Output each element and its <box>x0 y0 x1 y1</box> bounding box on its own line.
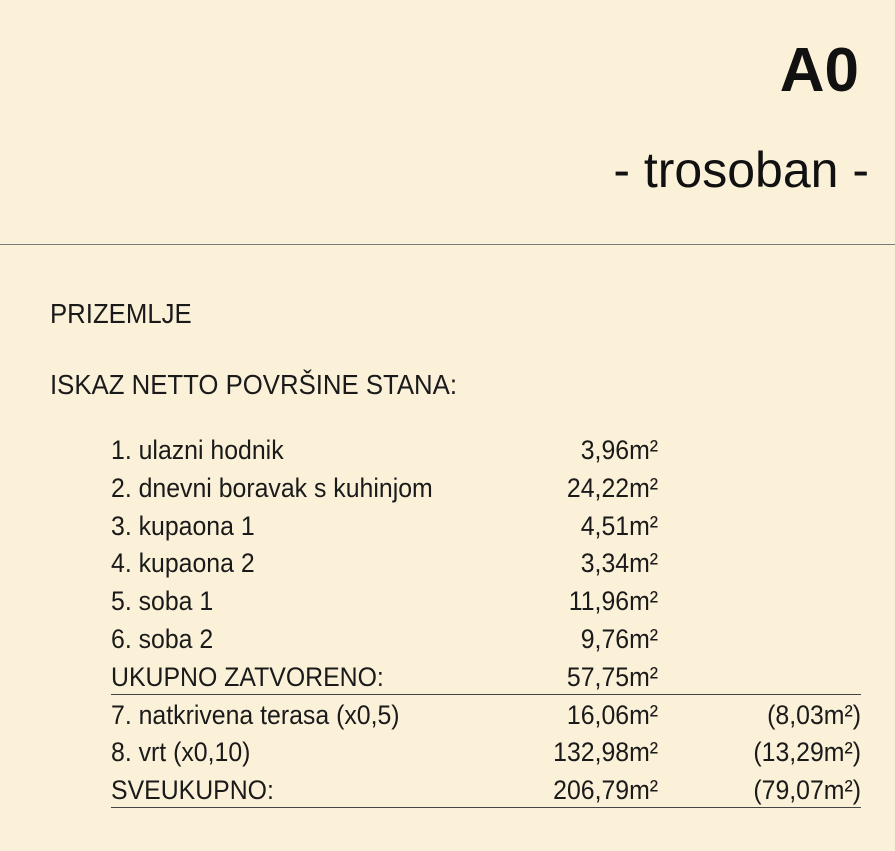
room-name: 2. dnevni boravak s kuhinjom <box>111 472 433 503</box>
table-row <box>111 697 861 735</box>
total-label: SVEUKUPNO: <box>111 775 274 806</box>
unit-code: A0 <box>779 36 859 105</box>
room-name: 8. vrt (x0,10) <box>111 737 251 768</box>
total-row <box>111 772 861 810</box>
table-row <box>111 470 861 508</box>
section-title: ISKAZ NETTO POVRŠINE STANA: <box>50 369 457 400</box>
floor-label: PRIZEMLJE <box>50 298 192 329</box>
table-row <box>111 508 861 546</box>
room-area: 16,06m² <box>566 699 658 730</box>
room-name: 7. natkrivena terasa (x0,5) <box>111 699 400 730</box>
table-row <box>111 432 861 470</box>
room-name: 6. soba 2 <box>111 623 214 654</box>
table-row <box>111 621 861 659</box>
table-row <box>111 583 861 621</box>
room-area: 132,98m² <box>553 737 658 768</box>
room-area: 24,22m² <box>566 472 658 503</box>
room-area: 4,51m² <box>580 510 658 541</box>
room-name: 3. kupaona 1 <box>111 510 255 541</box>
total-area: 206,79m² <box>553 775 658 806</box>
room-reduced-area: (8,03m²) <box>767 699 861 730</box>
header-divider <box>0 244 895 245</box>
unit-type: - trosoban - <box>613 142 869 198</box>
area-table <box>111 432 861 810</box>
subtotal-area: 57,75m² <box>566 661 658 692</box>
subtotal-row <box>111 659 861 697</box>
room-area: 9,76m² <box>580 623 658 654</box>
room-name: 1. ulazni hodnik <box>111 435 284 465</box>
room-area: 11,96m² <box>568 586 658 617</box>
table-row <box>111 545 861 583</box>
room-name: 5. soba 1 <box>111 586 214 617</box>
total-reduced-area: (79,07m²) <box>753 775 861 806</box>
room-area: 3,34m² <box>580 548 658 579</box>
table-row <box>111 734 861 772</box>
room-reduced-area: (13,29m²) <box>753 737 861 768</box>
subtotal-label: UKUPNO ZATVORENO: <box>111 661 384 692</box>
room-area: 3,96m² <box>580 435 658 465</box>
room-name: 4. kupaona 2 <box>111 548 255 579</box>
